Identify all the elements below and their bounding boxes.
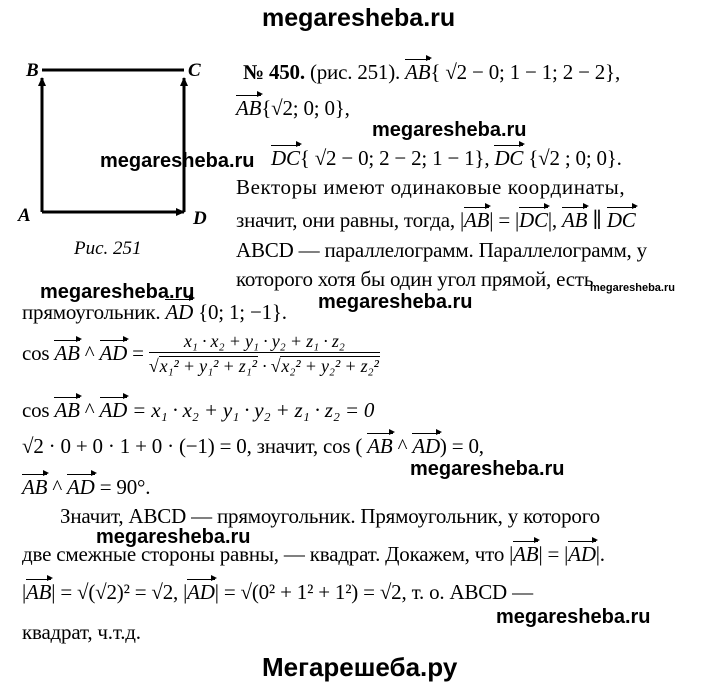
cos-label: cos bbox=[22, 398, 50, 422]
solution-line-13: Значит, ABCD — прямоугольник. Прямоугольник, у которого bbox=[60, 504, 600, 528]
scalar-product: = x₁ · x₂ + y₁ · y₂ + z₁ · z₂ = 0 bbox=[132, 398, 375, 422]
vec-ab: AB bbox=[26, 580, 52, 604]
angle-sign: ^ bbox=[52, 475, 62, 499]
solution-line-16: квадрат, ч.т.д. bbox=[22, 620, 141, 644]
text-equal-lengths: значит, они равны, тогда, | bbox=[236, 208, 464, 232]
solution-line-1 bbox=[243, 62, 620, 83]
text-90: = 90°. bbox=[99, 475, 151, 499]
vec-ad: AD bbox=[165, 300, 194, 324]
vec-ab: AB bbox=[236, 96, 262, 120]
vec-ab: AB bbox=[367, 434, 393, 458]
text-zero: ) = 0, bbox=[439, 434, 484, 458]
vec-dc: DC bbox=[606, 208, 636, 232]
vec-ad: AD bbox=[568, 542, 596, 566]
label-c: C bbox=[188, 60, 201, 81]
solution-line-2 bbox=[236, 98, 350, 119]
parallel-sign: ∥ bbox=[592, 208, 602, 232]
solution-line-12 bbox=[22, 477, 150, 498]
text-comma: |, bbox=[547, 208, 557, 232]
solution-line-15: |AB| = √(√2)² = √2, |AD| = √(0² + 1² + 1²) = √2, т. о. ABCD — bbox=[22, 580, 533, 604]
coords-ab-diff: { √2 − 0; 1 − 1; 2 − 2}, bbox=[430, 60, 620, 84]
figure-caption: Рис. 251 bbox=[74, 238, 142, 259]
angle-sign: ^ bbox=[84, 398, 95, 422]
vec-ad: AD bbox=[99, 398, 128, 422]
text-calc: √2 · 0 + 0 · 1 + 0 · (−1) = 0, значит, cos ( bbox=[22, 434, 363, 458]
solution-line-3 bbox=[271, 148, 622, 169]
text-eq: | = | bbox=[538, 542, 569, 566]
vec-dc: DC bbox=[494, 146, 524, 170]
vec-ab: AB bbox=[405, 60, 431, 84]
vec-ad: AD bbox=[67, 475, 95, 499]
vec-ad: AD bbox=[99, 341, 128, 365]
length-ab: = √(√2)² = √2, bbox=[60, 580, 179, 604]
text-prove: две смежные стороны равны, — квадрат. Докажем, что | bbox=[22, 542, 514, 566]
vec-ab: AB bbox=[54, 398, 80, 422]
length-ad: = √(0² + 1² + 1²) = √2, bbox=[223, 580, 407, 604]
solution-line-8 bbox=[22, 302, 287, 323]
angle-sign: ^ bbox=[397, 434, 408, 458]
watermark-mid-3: megaresheba.ru bbox=[40, 281, 195, 303]
vec-dc: DC bbox=[271, 146, 300, 170]
figure-ref: (рис. 251). bbox=[309, 60, 401, 84]
solution-line-11 bbox=[22, 436, 484, 457]
vec-ad: AD bbox=[187, 580, 215, 604]
denominator-b: x₂² + y₂² + z₂² bbox=[281, 356, 379, 376]
watermark-mid-1: megaresheba.ru bbox=[372, 119, 527, 141]
text-rectangle: прямоугольник. bbox=[22, 300, 161, 324]
solution-line-4: Векторы имеют одинаковые координаты, bbox=[236, 175, 626, 199]
label-a: A bbox=[18, 205, 31, 226]
cos-formula bbox=[22, 332, 380, 375]
fraction-numerator: x₁ · x₂ + y₁ · y₂ + z₁ · z₂ bbox=[149, 332, 380, 353]
label-b: B bbox=[26, 60, 39, 81]
solution-line-10 bbox=[22, 400, 374, 421]
text-eq: | = | bbox=[489, 208, 520, 232]
watermark-mid-4: megaresheba.ru bbox=[318, 291, 473, 313]
solution-line-6: ABCD — параллелограмм. Параллелограмм, у bbox=[236, 238, 647, 262]
watermark-mid-6: megaresheba.ru bbox=[96, 526, 251, 548]
vec-ab: AB bbox=[513, 542, 539, 566]
watermark-bottom-right: megaresheba.ru bbox=[496, 606, 651, 628]
watermark-mid-5: megaresheba.ru bbox=[410, 458, 565, 480]
coords-ab: {√2; 0; 0}, bbox=[261, 96, 350, 120]
problem-number: № 450. bbox=[243, 60, 305, 84]
vec-ab: AB bbox=[54, 341, 80, 365]
vec-ad: AD bbox=[412, 434, 440, 458]
eq-sign: = bbox=[132, 341, 144, 365]
fraction-denominator: √x₁² + y₁² + z₁² · √x₂² + y₂² + z₂² bbox=[148, 356, 379, 376]
watermark-top: megaresheba.ru bbox=[262, 4, 456, 32]
vec-ab: AB bbox=[464, 208, 490, 232]
text-so: т. о. ABCD — bbox=[411, 580, 533, 604]
vec-dc: DC bbox=[519, 208, 548, 232]
vec-ab: AB bbox=[561, 208, 588, 232]
cos-label: cos bbox=[22, 341, 50, 365]
coords-dc-diff: { √2 − 0; 2 − 2; 1 − 1}, bbox=[299, 146, 490, 170]
solution-line-14 bbox=[22, 544, 605, 565]
vec-ab: AB bbox=[22, 475, 48, 499]
watermark-mid-2: megaresheba.ru bbox=[100, 150, 255, 172]
cos-fraction bbox=[149, 332, 380, 375]
coords-ad: {0; 1; −1}. bbox=[198, 300, 287, 324]
watermark-footer: Мегарешеба.ру bbox=[262, 652, 458, 682]
solution-line-5 bbox=[236, 210, 636, 231]
text-period: |. bbox=[595, 542, 605, 566]
watermark-small: megaresheba.ru bbox=[590, 282, 675, 294]
coords-dc: {√2 ; 0; 0}. bbox=[528, 146, 622, 170]
solution-line-7: которого хотя бы один угол прямой, есть bbox=[236, 267, 594, 291]
label-d: D bbox=[193, 208, 207, 229]
denominator-a: x₁² + y₁² + z₁² bbox=[159, 356, 257, 376]
angle-sign: ^ bbox=[84, 341, 95, 365]
